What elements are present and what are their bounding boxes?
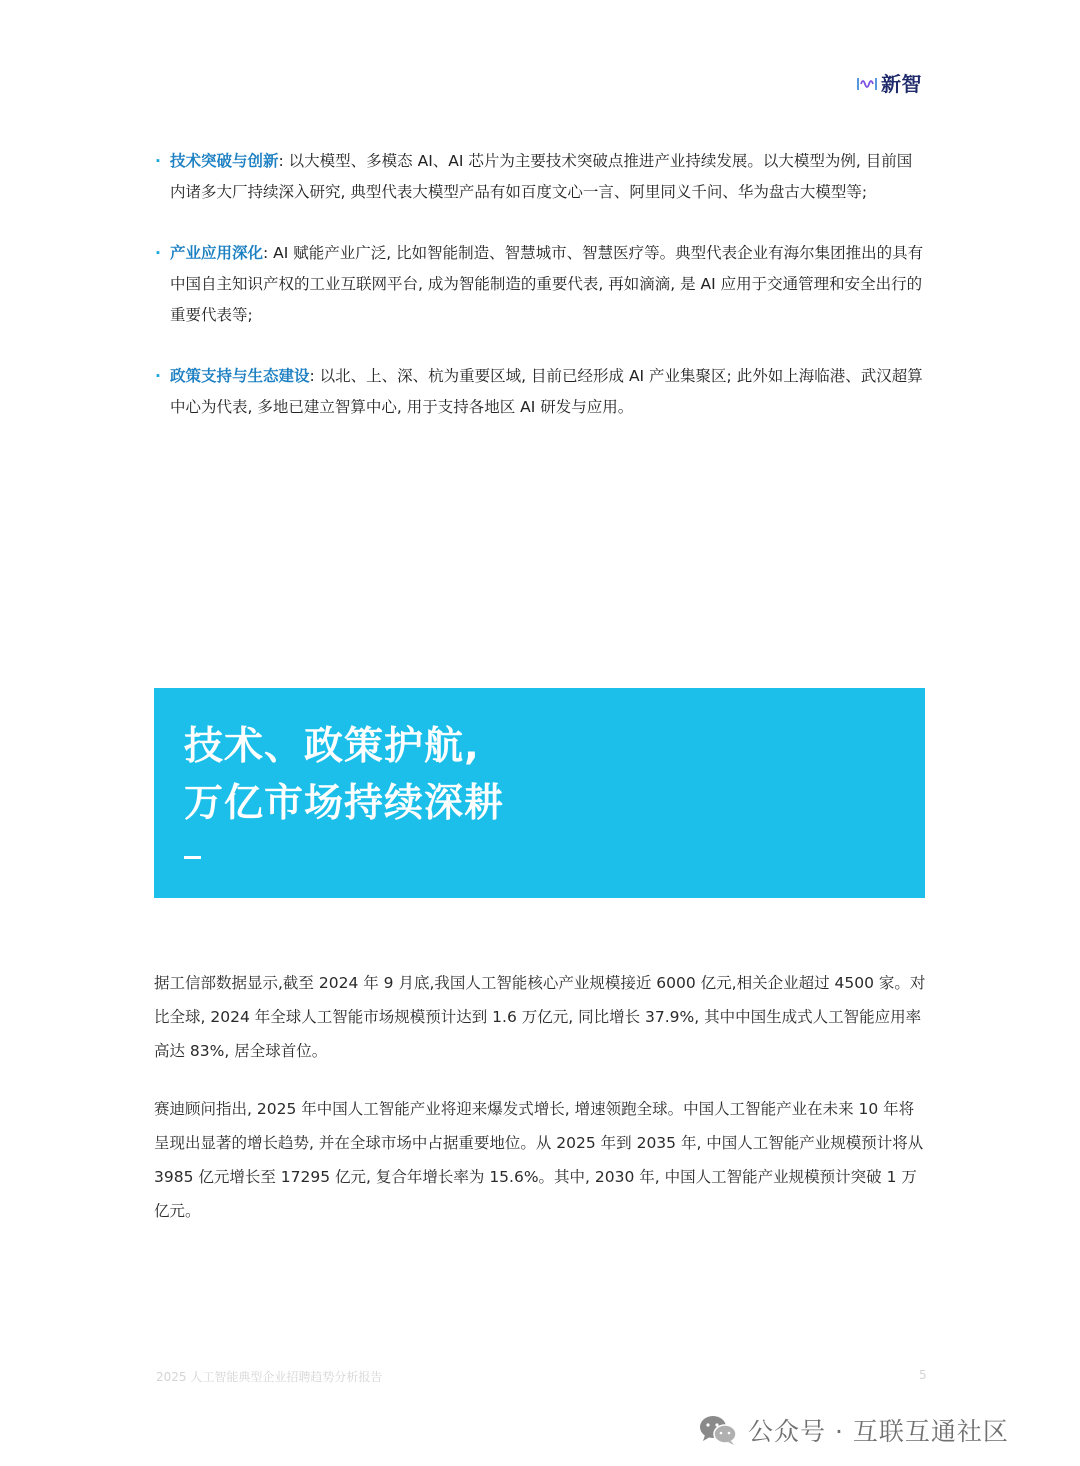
bullet-keyword: 技术突破与创新	[170, 152, 279, 170]
footer-report-title: 2025 人工智能典型企业招聘趋势分析报告	[156, 1370, 383, 1384]
section-title-line-1: 技术、政策护航,	[184, 724, 480, 769]
wechat-watermark	[698, 1412, 1009, 1448]
bullet-text: : 以大模型、多模态 AI、AI 芯片为主要技术突破点推进产业持续发展。以大模型为例, 目前国内诸多大厂持续深入研究, 典型代表大模型产品有如百度文心一言、阿里同义千问、华为盘古大模型等;	[170, 152, 913, 201]
section-title-line-2: 万亿市场持续深耕	[184, 781, 505, 826]
section-title	[184, 718, 504, 832]
paragraph-1: 据工信部数据显示,截至 2024 年 9 月底,我国人工智能核心产业规模接近 6000 亿元,相关企业超过 4500 家。对比全球, 2024 年全球人工智能市场规模预计达到 1.6 万亿元, 同比增长 37.9%, 其中中国生成式人工智能应用率高达 83%, 居全球首位。	[154, 974, 926, 1060]
bullet-list	[154, 146, 926, 453]
watermark-text: 公众号 · 互联互通社区	[748, 1417, 1009, 1446]
bullet-text: : 以北、上、深、杭为重要区域, 目前已经形成 AI 产业集聚区; 此外如上海临港、武汉超算中心为代表, 多地已建立智算中心, 用于支持各地区 AI 研发与应用。	[170, 367, 923, 416]
wechat-icon	[698, 1413, 738, 1447]
brand-logo	[856, 72, 922, 96]
title-underline-dash	[184, 856, 201, 859]
bullet-marker: ·	[155, 244, 161, 262]
body-text	[154, 966, 926, 1252]
bullet-keyword: 产业应用深化	[170, 244, 264, 262]
bullet-text: : AI 赋能产业广泛, 比如智能制造、智慧城市、智慧医疗等。典型代表企业有海尔集团推出的具有中国自主知识产权的工业互联网平台, 成为智能制造的重要代表, 再如滴滴, 是 AI 应用于交通管理和安全出行的重要代表等;	[170, 244, 924, 324]
bullet-item-policy	[154, 361, 926, 423]
bullet-item-industry	[154, 238, 926, 331]
logo-wave-icon	[856, 75, 878, 93]
page-number: 5	[919, 1368, 927, 1382]
logo-text: 新智	[881, 72, 922, 96]
paragraph-2: 赛迪顾问指出, 2025 年中国人工智能产业将迎来爆发式增长, 增速领跑全球。中国人工智能产业在未来 10 年将呈现出显著的增长趋势, 并在全球市场中占据重要地位。从 2025 年到 2035 年, 中国人工智能产业规模预计将从 3985 亿元增长至 17295 亿元, 复合年增长率为 15.6%。其中, 2030 年, 中国人工智能产业规模预计突破 1 万亿元。	[154, 1100, 924, 1220]
bullet-marker: ·	[155, 367, 161, 385]
bullet-item-tech	[154, 146, 926, 208]
section-banner	[154, 688, 925, 898]
bullet-marker: ·	[155, 152, 161, 170]
bullet-keyword: 政策支持与生态建设	[170, 367, 310, 385]
